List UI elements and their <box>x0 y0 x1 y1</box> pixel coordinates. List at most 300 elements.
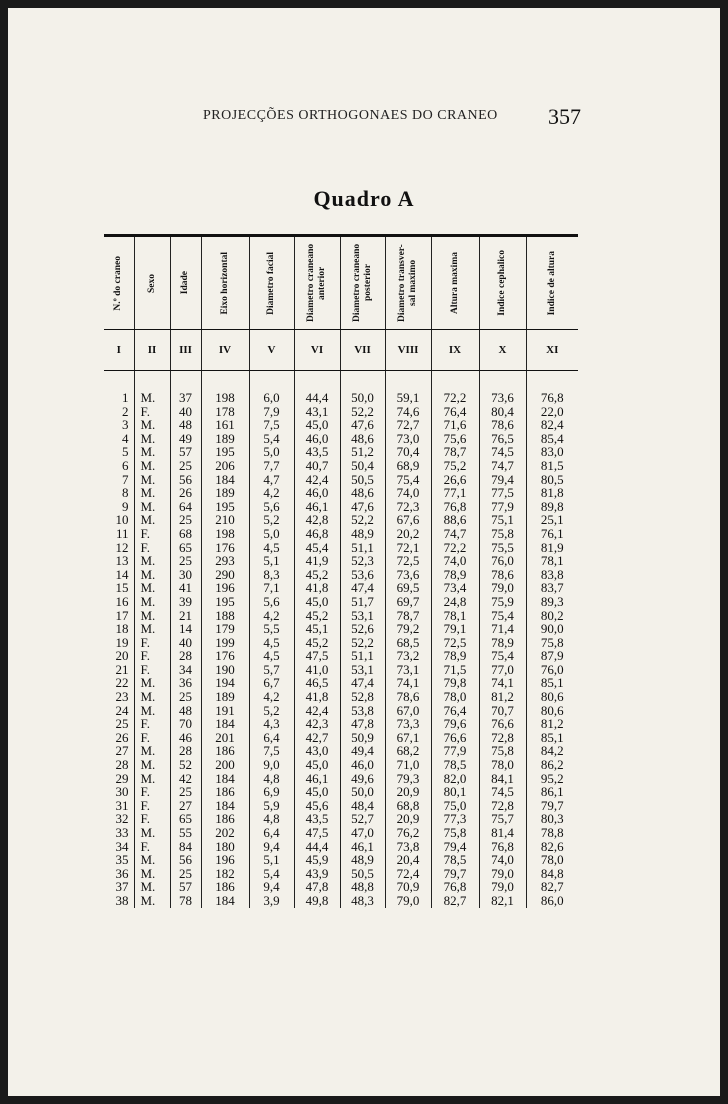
table-cell: 5,6 <box>249 500 294 514</box>
table-cell: 78,1 <box>431 609 479 623</box>
table-cell: 5,0 <box>249 527 294 541</box>
table-cell: 53,1 <box>340 609 385 623</box>
table-cell: M. <box>134 513 170 527</box>
table-cell: 36 <box>170 676 201 690</box>
column-header-label: Indice cephalico <box>497 250 507 316</box>
table-cell: 184 <box>201 717 249 731</box>
table-cell: 80,5 <box>526 473 578 487</box>
table-cell: 42,4 <box>294 473 340 487</box>
table-cell: 76,1 <box>526 527 578 541</box>
table-row <box>104 894 578 908</box>
table-cell: 17 <box>115 607 129 623</box>
table-cell: 184 <box>201 894 249 908</box>
table-cell: 45,1 <box>294 622 340 636</box>
table-cell: 75,4 <box>479 609 526 623</box>
table-cell: 76,0 <box>479 554 526 568</box>
table-cell: 196 <box>201 853 249 867</box>
table-row <box>104 486 578 500</box>
table-cell: 49,8 <box>294 894 340 908</box>
table-cell: 75,6 <box>431 432 479 446</box>
column-header <box>249 236 294 330</box>
table-cell: 5,6 <box>249 595 294 609</box>
table-row <box>104 676 578 690</box>
table-cell: 79,1 <box>431 622 479 636</box>
table-cell: 186 <box>201 812 249 826</box>
table-cell: M. <box>134 581 170 595</box>
table-cell: 80,6 <box>526 704 578 718</box>
table-cell: 5,5 <box>249 622 294 636</box>
table-cell: F. <box>134 405 170 419</box>
table-cell: 72,2 <box>431 391 479 405</box>
table-cell: 79,2 <box>385 622 431 636</box>
table-row <box>104 418 578 432</box>
table-row <box>104 785 578 799</box>
table-cell: 85,1 <box>526 731 578 745</box>
table-cell: 48,9 <box>340 527 385 541</box>
table-cell: 78,6 <box>479 418 526 432</box>
table-cell: 76,0 <box>526 663 578 677</box>
table-cell: 189 <box>201 690 249 704</box>
table-row <box>104 731 578 745</box>
table-cell: 189 <box>201 486 249 500</box>
table-row <box>104 636 578 650</box>
table-cell: 13 <box>115 553 129 569</box>
table-row <box>104 853 578 867</box>
table-cell: M. <box>134 459 170 473</box>
table-cell: 71,4 <box>479 622 526 636</box>
table-cell: 23 <box>115 689 129 705</box>
table-cell: 72,8 <box>479 731 526 745</box>
table-cell: 26 <box>170 486 201 500</box>
table-cell: 74,7 <box>479 459 526 473</box>
table-cell: 195 <box>201 595 249 609</box>
column-header <box>134 236 170 330</box>
table-cell: 182 <box>201 867 249 881</box>
column-numeral: XI <box>526 330 578 371</box>
table-cell: 72,7 <box>385 418 431 432</box>
column-header-label: Diametro craneano posterior <box>351 243 373 323</box>
table-cell: 7 <box>122 471 129 487</box>
table-cell: 4 <box>122 430 129 446</box>
table-cell: 70,7 <box>479 704 526 718</box>
table-cell: 78 <box>170 894 201 908</box>
table-cell: 4,2 <box>249 690 294 704</box>
table-cell: 45,0 <box>294 785 340 799</box>
table-cell: 195 <box>201 500 249 514</box>
table-cell: 57 <box>170 445 201 459</box>
table-cell: 56 <box>170 853 201 867</box>
table-cell: 48,8 <box>340 880 385 894</box>
spacer-cell <box>134 371 170 392</box>
column-numeral: II <box>134 330 170 371</box>
table-cell: 5,2 <box>249 513 294 527</box>
column-numeral: III <box>170 330 201 371</box>
table-cell: 33 <box>115 825 129 840</box>
table-cell: 48,9 <box>340 853 385 867</box>
table-cell: 72,5 <box>385 554 431 568</box>
table-cell: 46,8 <box>294 527 340 541</box>
table-cell: 48 <box>170 704 201 718</box>
table-cell: 290 <box>201 568 249 582</box>
table-cell: 46,0 <box>294 432 340 446</box>
table-cell: 75,4 <box>385 473 431 487</box>
table-cell: M. <box>134 486 170 500</box>
table-cell: 72,2 <box>431 541 479 555</box>
table-cell: 74,6 <box>385 405 431 419</box>
document-page <box>8 8 720 1096</box>
table-cell: 82,1 <box>479 894 526 908</box>
table-cell: 71,5 <box>431 663 479 677</box>
table-cell: 46,0 <box>340 758 385 772</box>
spacer-cell <box>526 371 578 392</box>
table-cell: 161 <box>201 418 249 432</box>
table-row <box>104 649 578 663</box>
table-cell: 73,6 <box>385 568 431 582</box>
table-cell: 42,8 <box>294 513 340 527</box>
table-cell: 57 <box>170 880 201 894</box>
table-cell: 37 <box>170 391 201 405</box>
table-cell: 73,2 <box>385 649 431 663</box>
table-cell: M. <box>134 609 170 623</box>
column-header <box>526 236 578 330</box>
table-cell: 41 <box>170 581 201 595</box>
table-cell: 68,8 <box>385 799 431 813</box>
table-cell: 78,8 <box>526 826 578 840</box>
table-cell: 78,6 <box>479 568 526 582</box>
table-cell: 176 <box>201 541 249 555</box>
table-cell: 8 <box>122 485 129 501</box>
table-cell: 42 <box>170 772 201 786</box>
table-cell: 4,8 <box>249 772 294 786</box>
table-cell: 5,1 <box>249 554 294 568</box>
table-cell: 45,2 <box>294 636 340 650</box>
table-cell: 40 <box>170 636 201 650</box>
table-cell: M. <box>134 391 170 405</box>
table-row <box>104 772 578 786</box>
table-cell: 79,0 <box>479 880 526 894</box>
table-cell: 76,8 <box>431 500 479 514</box>
table-cell: 28 <box>115 757 129 773</box>
column-numeral: IV <box>201 330 249 371</box>
table-cell: 53,6 <box>340 568 385 582</box>
page-number: 357 <box>548 104 581 129</box>
table-cell: M. <box>134 554 170 568</box>
table-cell: 20,9 <box>385 785 431 799</box>
table-cell: 51,1 <box>340 541 385 555</box>
running-head: PROJECÇÕES ORTHOGONAES DO CRANEO <box>203 108 498 123</box>
spacer-cell <box>294 371 340 392</box>
table-cell: 81,2 <box>479 690 526 704</box>
table-cell: 199 <box>201 636 249 650</box>
spacer-cell <box>385 371 431 392</box>
table-cell: 82,7 <box>526 880 578 894</box>
table-row <box>104 717 578 731</box>
table-cell: 30 <box>170 568 201 582</box>
table-cell: 29 <box>115 770 129 786</box>
table-row <box>104 473 578 487</box>
spacer-row <box>104 371 578 392</box>
table-cell: 25 <box>115 716 129 732</box>
table-cell: 50,5 <box>340 473 385 487</box>
table-cell: 46,0 <box>294 486 340 500</box>
table-row <box>104 500 578 514</box>
table-cell: 47,6 <box>340 418 385 432</box>
table-cell: 48,4 <box>340 799 385 813</box>
table-cell: 196 <box>201 581 249 595</box>
table-cell: 83,8 <box>526 568 578 582</box>
table-cell: 59,1 <box>385 391 431 405</box>
table-cell: 37 <box>115 879 129 895</box>
table-cell: 76,6 <box>479 717 526 731</box>
table-cell: 40,7 <box>294 459 340 473</box>
table-cell: 40 <box>170 405 201 419</box>
table-cell: 69,5 <box>385 581 431 595</box>
table-cell: 50,5 <box>340 867 385 881</box>
table-row <box>104 513 578 527</box>
table-cell: 25,1 <box>526 513 578 527</box>
table-cell: 55 <box>170 826 201 840</box>
table-cell: 20,9 <box>385 812 431 826</box>
table-cell: 27 <box>170 799 201 813</box>
table-cell: 53,1 <box>340 663 385 677</box>
table-cell: 45,2 <box>294 609 340 623</box>
column-header <box>479 236 526 330</box>
table-cell: 83,0 <box>526 445 578 459</box>
table-cell: M. <box>134 867 170 881</box>
table-cell: 32 <box>115 811 129 827</box>
table-cell: 48 <box>170 418 201 432</box>
table-cell: 74,0 <box>479 853 526 867</box>
table-cell: 191 <box>201 704 249 718</box>
table-cell: F. <box>134 799 170 813</box>
table-cell: 80,2 <box>526 609 578 623</box>
table-cell: 76,5 <box>479 432 526 446</box>
table-cell: 76,8 <box>526 391 578 405</box>
column-numeral: VIII <box>385 330 431 371</box>
table-cell: 82,4 <box>526 418 578 432</box>
table-cell: 11 <box>115 525 129 541</box>
table-cell: M. <box>134 880 170 894</box>
table-cell: 42,3 <box>294 717 340 731</box>
table-cell: 7,5 <box>249 744 294 758</box>
table-cell: 76,8 <box>431 880 479 894</box>
column-header <box>170 236 201 330</box>
table-cell: 81,5 <box>526 459 578 473</box>
table-cell: 75,7 <box>479 812 526 826</box>
table-cell: 48,3 <box>340 894 385 908</box>
table-cell: F. <box>134 812 170 826</box>
table-cell: 52,2 <box>340 636 385 650</box>
table-cell: 82,7 <box>431 894 479 908</box>
table-cell: 188 <box>201 609 249 623</box>
table-cell: 6,9 <box>249 785 294 799</box>
table-cell: 52 <box>170 758 201 772</box>
table-cell: M. <box>134 853 170 867</box>
table-cell: M. <box>134 622 170 636</box>
table-cell: 80,3 <box>526 812 578 826</box>
column-header <box>340 236 385 330</box>
table-cell: 79,4 <box>479 473 526 487</box>
table-title: Quadro A <box>313 186 415 211</box>
table-cell: 6,4 <box>249 826 294 840</box>
table-cell: 78,5 <box>431 853 479 867</box>
table-cell: 73,6 <box>479 391 526 405</box>
table-cell: 84,1 <box>479 772 526 786</box>
table-cell: M. <box>134 432 170 446</box>
table-cell: 52,6 <box>340 622 385 636</box>
table-cell: 190 <box>201 663 249 677</box>
table-cell: 176 <box>201 649 249 663</box>
table-row <box>104 826 578 840</box>
table-cell: 39 <box>170 595 201 609</box>
table-cell: 49,4 <box>340 744 385 758</box>
table-cell: F. <box>134 717 170 731</box>
table-cell: 89,3 <box>526 595 578 609</box>
table-cell: F. <box>134 541 170 555</box>
table-cell: 41,9 <box>294 554 340 568</box>
table-row <box>104 690 578 704</box>
table-cell: 10 <box>115 512 129 528</box>
table-cell: 206 <box>201 459 249 473</box>
table-cell: 72,1 <box>385 541 431 555</box>
table-cell: 28 <box>170 744 201 758</box>
table-cell: 78,5 <box>431 758 479 772</box>
table-cell: 69,7 <box>385 595 431 609</box>
table-cell: 5,2 <box>249 704 294 718</box>
table-cell: 5,9 <box>249 799 294 813</box>
table-cell: 74,5 <box>479 785 526 799</box>
table-row <box>104 609 578 623</box>
table-cell: 15 <box>115 580 129 596</box>
table-cell: M. <box>134 445 170 459</box>
table-cell: 6,4 <box>249 731 294 745</box>
table-cell: 31 <box>115 797 129 813</box>
column-header-label: Altura maxima <box>449 251 460 314</box>
table-cell: 75,8 <box>526 636 578 650</box>
column-numeral: VII <box>340 330 385 371</box>
table-cell: 1 <box>122 390 129 405</box>
table-cell: 6 <box>122 457 129 473</box>
table-row <box>104 554 578 568</box>
table-cell: 78,0 <box>479 758 526 772</box>
table-cell: 48,6 <box>340 432 385 446</box>
table-cell: 51,1 <box>340 649 385 663</box>
table-cell: 82,6 <box>526 840 578 854</box>
table-cell: 45,0 <box>294 758 340 772</box>
table-cell: F. <box>134 649 170 663</box>
table-cell: 76,2 <box>385 826 431 840</box>
table-cell: 16 <box>115 593 129 609</box>
table-cell: 52,8 <box>340 690 385 704</box>
table-cell: 76,4 <box>431 405 479 419</box>
table-cell: 184 <box>201 473 249 487</box>
table-cell: 4,3 <box>249 717 294 731</box>
table-cell: 5,1 <box>249 853 294 867</box>
table-cell: 42,4 <box>294 704 340 718</box>
table-cell: 189 <box>201 432 249 446</box>
table-cell: 75,9 <box>479 595 526 609</box>
table-cell: 4,2 <box>249 609 294 623</box>
table-cell: 47,4 <box>340 581 385 595</box>
column-numeral-row <box>104 330 578 371</box>
table-cell: 49 <box>170 432 201 446</box>
table-row <box>104 812 578 826</box>
table-cell: 9,4 <box>249 880 294 894</box>
table-cell: 26,6 <box>431 473 479 487</box>
table-cell: M. <box>134 758 170 772</box>
table-cell: 25 <box>170 459 201 473</box>
table-cell: 85,4 <box>526 432 578 446</box>
table-cell: 14 <box>170 622 201 636</box>
table-cell: 43,9 <box>294 867 340 881</box>
table-cell: 47,5 <box>294 826 340 840</box>
table-cell: 34 <box>115 838 129 854</box>
table-cell: 19 <box>115 634 129 650</box>
table-cell: 78,6 <box>385 690 431 704</box>
table-cell: M. <box>134 690 170 704</box>
table-cell: 74,1 <box>479 676 526 690</box>
table-row <box>104 758 578 772</box>
table-cell: 78,7 <box>385 609 431 623</box>
table-row <box>104 391 578 405</box>
table-cell: 70,9 <box>385 880 431 894</box>
table-cell: 26 <box>115 729 129 745</box>
table-cell: 56 <box>170 473 201 487</box>
table-cell: 79,0 <box>479 867 526 881</box>
table-cell: 90,0 <box>526 622 578 636</box>
table-cell: 9,4 <box>249 840 294 854</box>
table-cell: 46 <box>170 731 201 745</box>
table-cell: 20,4 <box>385 853 431 867</box>
table-cell: 25 <box>170 513 201 527</box>
table-cell: 47,5 <box>294 649 340 663</box>
table-cell: 73,1 <box>385 663 431 677</box>
table-cell: M. <box>134 894 170 908</box>
column-header-label: N.º do craneo <box>113 255 124 311</box>
table-row <box>104 867 578 881</box>
table-cell: 77,5 <box>479 486 526 500</box>
table-cell: 9 <box>122 498 129 514</box>
table-cell: 78,0 <box>431 690 479 704</box>
table-cell: 4,5 <box>249 541 294 555</box>
table-cell: 88,6 <box>431 513 479 527</box>
table-cell: 52,2 <box>340 513 385 527</box>
table-cell: 184 <box>201 772 249 786</box>
table-cell: 78,1 <box>526 554 578 568</box>
table-cell: 47,8 <box>294 880 340 894</box>
table-cell: 22,0 <box>526 405 578 419</box>
table-cell: 186 <box>201 785 249 799</box>
table-cell: 45,4 <box>294 541 340 555</box>
table-cell: M. <box>134 676 170 690</box>
column-header-label: Diametro transver-sal maximo <box>397 244 418 322</box>
table-cell: 67,6 <box>385 513 431 527</box>
table-cell: 72,8 <box>479 799 526 813</box>
table-cell: 89,8 <box>526 500 578 514</box>
column-header-row <box>104 236 578 330</box>
table-cell: 46,5 <box>294 676 340 690</box>
table-cell: 79,8 <box>431 676 479 690</box>
table-body <box>104 371 578 908</box>
table-cell: 82,0 <box>431 772 479 786</box>
table-cell: 81,4 <box>479 826 526 840</box>
table-cell: M. <box>134 826 170 840</box>
table-cell: 79,3 <box>385 772 431 786</box>
table-cell: 2 <box>122 403 129 419</box>
table-cell: 50,0 <box>340 785 385 799</box>
table-cell: 35 <box>115 852 129 868</box>
column-header-label: Diametro craneano anterior <box>306 243 327 323</box>
